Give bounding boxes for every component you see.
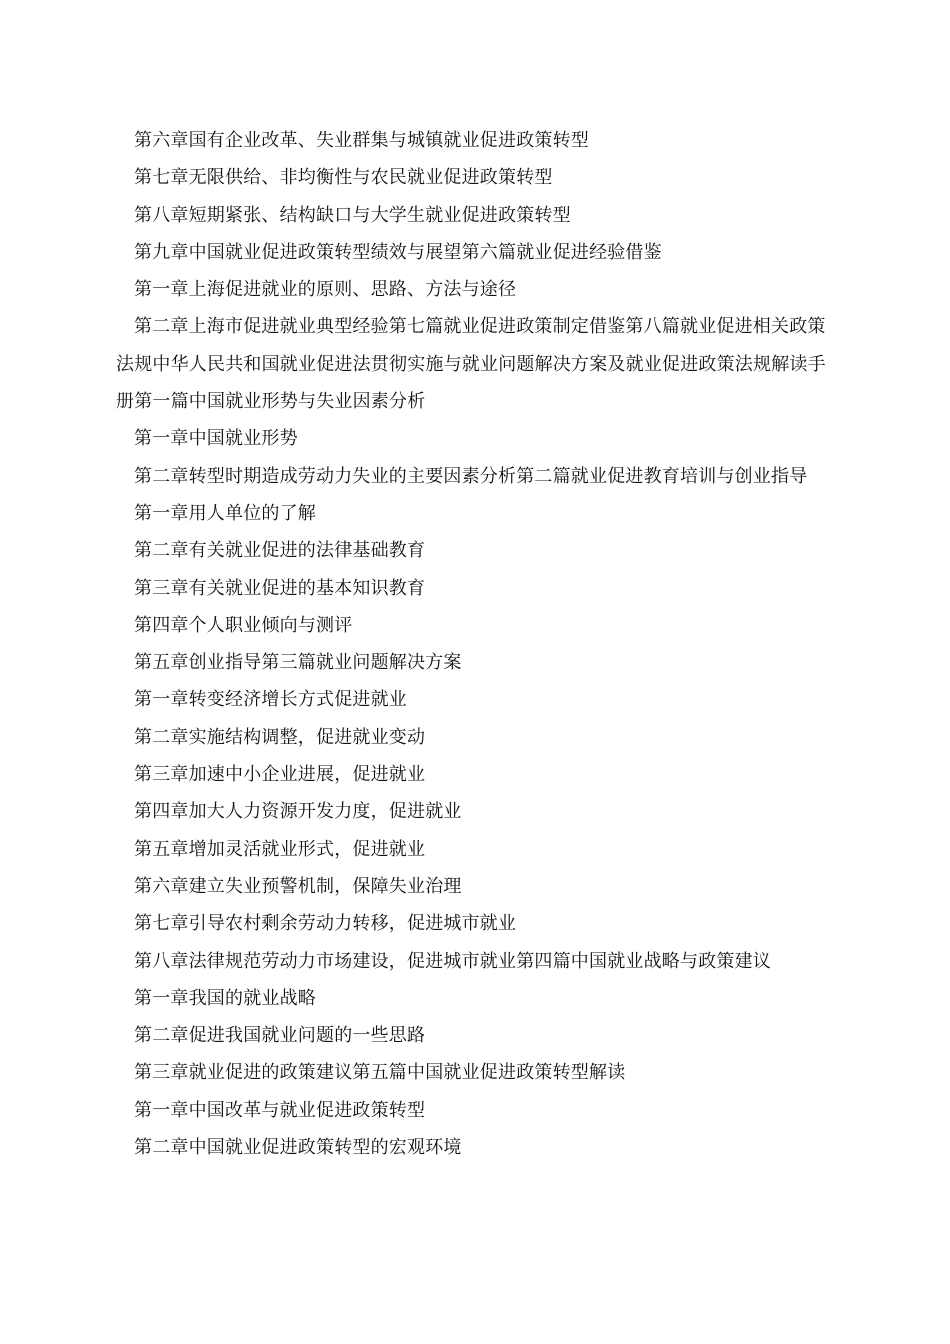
paragraph: 第六章国有企业改革、失业群集与城镇就业促进政策转型 [134, 130, 589, 151]
paragraph: 第四章加大人力资源开发力度，促进就业 [134, 801, 462, 823]
paragraph: 第五章创业指导第三篇就业问题解决方案 [134, 652, 462, 674]
paragraph: 第三章就业促进的政策建议第五篇中国就业促进政策转型解读 [134, 1062, 626, 1084]
paragraph: 第二章转型时期造成劳动力失业的主要因素分析第二篇就业促进教育培训与创业指导 [134, 465, 808, 487]
paragraph: 第七章无限供给、非均衡性与农民就业促进政策转型 [134, 167, 553, 189]
paragraph: 第三章有关就业促进的基本知识教育 [134, 577, 426, 599]
paragraph: 第一章我国的就业战略 [134, 987, 316, 1009]
paragraph: 第三章加速中小企业进展，促进就业 [134, 764, 426, 786]
paragraph: 第二章有关就业促进的法律基础教育 [134, 540, 426, 562]
paragraph: 第六章建立失业预警机制，保障失业治理 [134, 875, 462, 897]
paragraph: 第八章法律规范劳动力市场建设，促进城市就业第四篇中国就业战略与政策建议 [134, 950, 771, 972]
paragraph: 第一章上海促进就业的原则、思路、方法与途径 [134, 279, 517, 301]
paragraph: 第五章增加灵活就业形式，促进就业 [134, 838, 426, 860]
paragraph: 第八章短期紧张、结构缺口与大学生就业促进政策转型 [134, 204, 571, 226]
paragraph: 第一章转变经济增长方式促进就业 [134, 689, 407, 711]
document-body [116, 122, 840, 1166]
paragraph: 第二章上海市促进就业典型经验第七篇就业促进政策制定借鉴第八篇就业促进相关政策法规中华人民共和国就业促进法贯彻实施与就业问题解决方案及就业促进政策法规解读手册第一篇中国就业形势与失业因素分析 [116, 316, 826, 413]
paragraph: 第一章用人单位的了解 [134, 502, 316, 524]
paragraph: 第二章实施结构调整，促进就业变动 [134, 726, 426, 748]
paragraph: 第一章中国改革与就业促进政策转型 [134, 1099, 426, 1121]
paragraph: 第九章中国就业促进政策转型绩效与展望第六篇就业促进经验借鉴 [134, 241, 662, 263]
paragraph: 第二章中国就业促进政策转型的宏观环境 [134, 1137, 462, 1159]
paragraph: 第四章个人职业倾向与测评 [134, 614, 353, 636]
paragraph: 第二章促进我国就业问题的一些思路 [134, 1025, 426, 1047]
paragraph: 第一章中国就业形势 [134, 428, 298, 450]
paragraph: 第七章引导农村剩余劳动力转移，促进城市就业 [134, 913, 517, 935]
